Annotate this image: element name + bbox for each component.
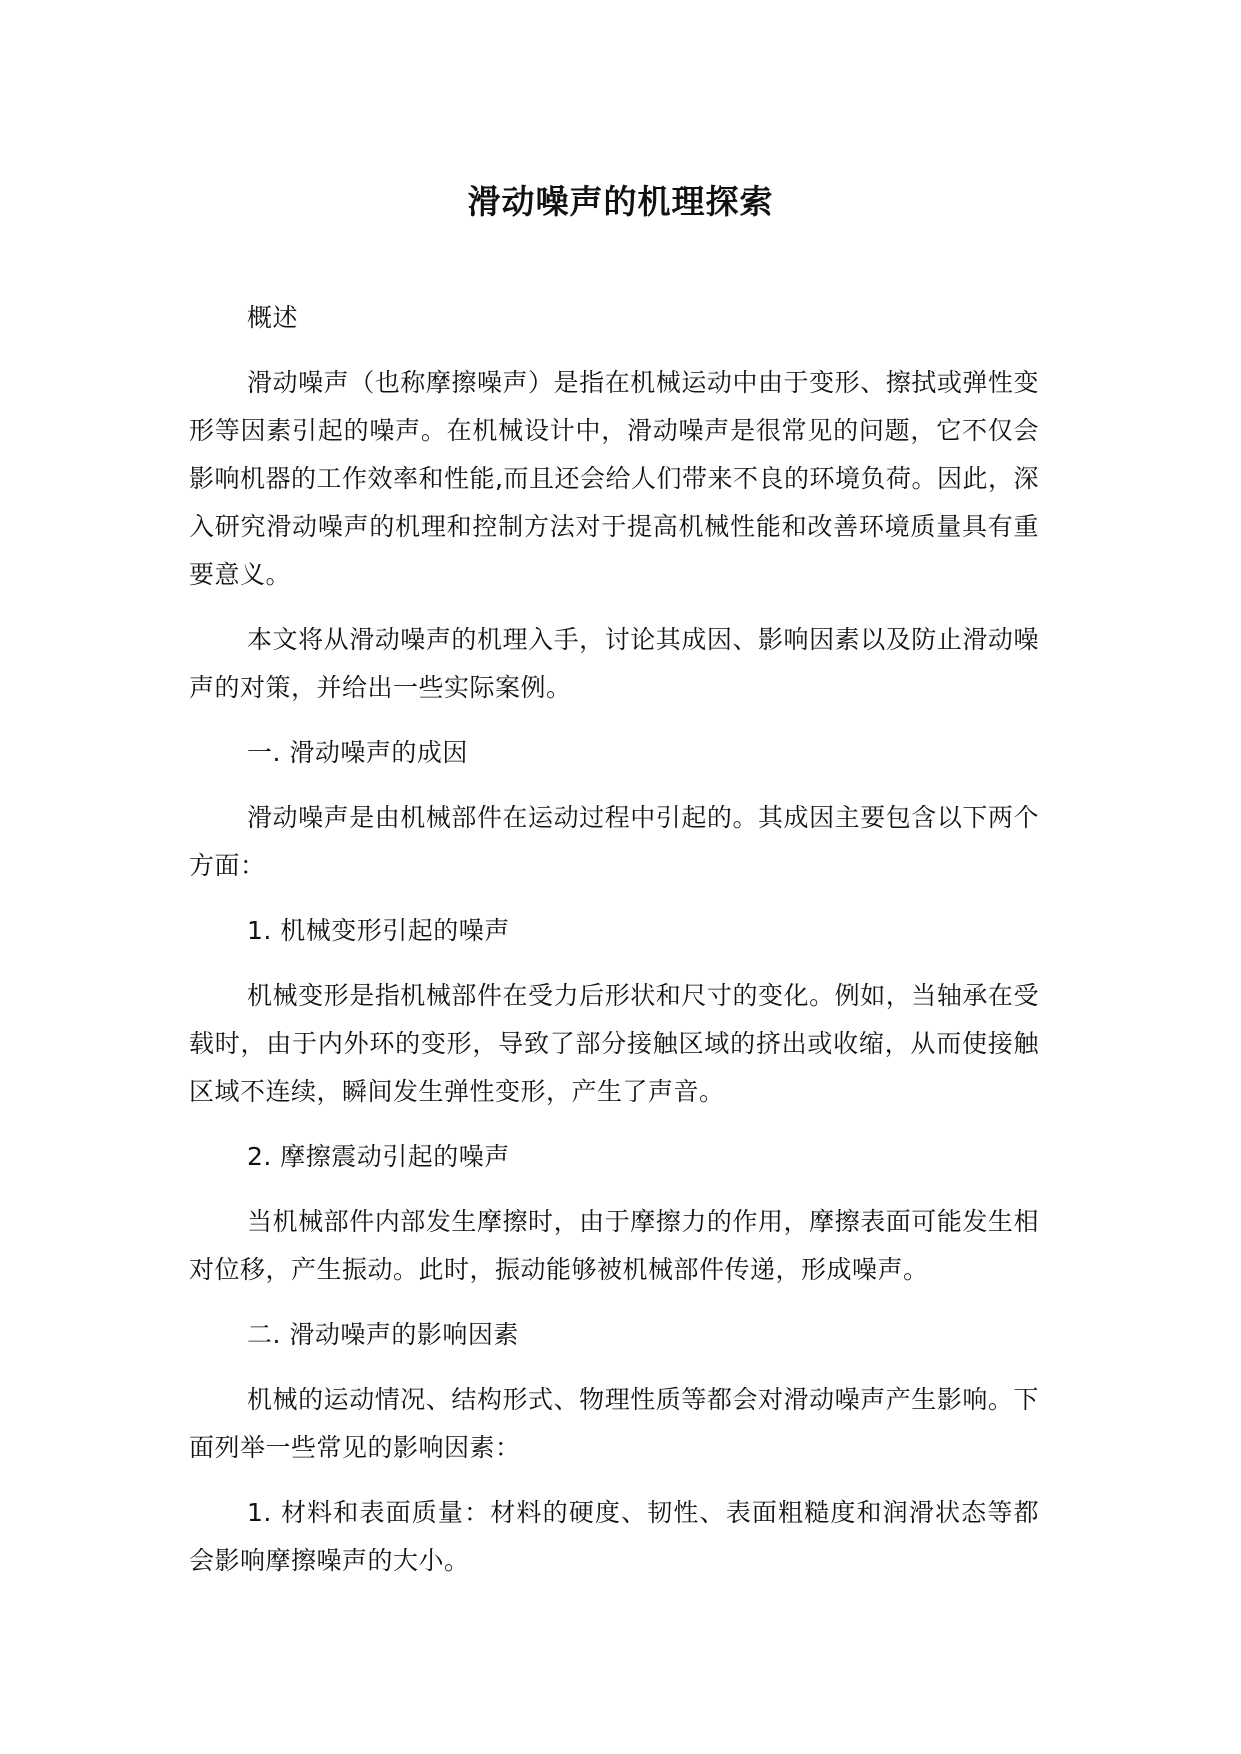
intro-paragraph-1: 滑动噪声（也称摩擦噪声）是指在机械运动中由于变形、擦拭或弹性变形等因素引起的噪声。在机械设计中，滑动噪声是很常见的问题，它不仅会影响机器的工作效率和性能,而且还会给人们带来不良的环境负荷。因此，深入研究滑动噪声的机理和控制方法对于提高机械性能和改善环境质量具有重要意义。 xyxy=(189,368,1039,589)
document-title: 滑动噪声的机理探索 xyxy=(467,182,774,221)
item-2-heading: 2. 摩擦震动引起的噪声 xyxy=(247,1142,510,1171)
spacer xyxy=(189,1472,1039,1489)
spacer xyxy=(189,712,1039,729)
section-1-heading: 一. 滑动噪声的成因 xyxy=(247,738,468,767)
spacer xyxy=(189,1359,1039,1376)
section-2-heading: 二. 滑动噪声的影响因素 xyxy=(247,1320,519,1349)
item-1-body: 机械变形是指机械部件在受力后形状和尺寸的变化。例如，当轴承在受载时，由于内外环的变形，导致了部分接触区域的挤出或收缩，从而使接触区域不连续，瞬间发生弹性变形，产生了声音。 xyxy=(189,981,1039,1106)
spacer xyxy=(189,890,1039,907)
overview-heading: 概述 xyxy=(247,303,299,332)
spacer xyxy=(189,1116,1039,1133)
intro-paragraph-2: 本文将从滑动噪声的机理入手，讨论其成因、影响因素以及防止滑动噪声的对策，并给出一些实际案例。 xyxy=(189,625,1039,702)
spacer xyxy=(189,1294,1039,1311)
spacer xyxy=(189,955,1039,972)
factor-1-paragraph: 1. 材料和表面质量：材料的硬度、韧性、表面粗糙度和润滑状态等都会影响摩擦噪声的大小。 xyxy=(189,1498,1039,1575)
item-1-heading: 1. 机械变形引起的噪声 xyxy=(247,916,510,945)
section-1-body: 滑动噪声是由机械部件在运动过程中引起的。其成因主要包含以下两个方面： xyxy=(189,803,1039,880)
spacer xyxy=(189,777,1039,794)
section-2-body: 机械的运动情况、结构形式、物理性质等都会对滑动噪声产生影响。下面列举一些常见的影响因素： xyxy=(189,1385,1039,1462)
item-2-body: 当机械部件内部发生摩擦时，由于摩擦力的作用，摩擦表面可能发生相对位移，产生振动。此时，振动能够被机械部件传递，形成噪声。 xyxy=(189,1207,1039,1284)
document-body xyxy=(189,294,1039,1585)
spacer xyxy=(189,599,1039,616)
spacer xyxy=(189,342,1039,359)
spacer xyxy=(189,1181,1039,1198)
